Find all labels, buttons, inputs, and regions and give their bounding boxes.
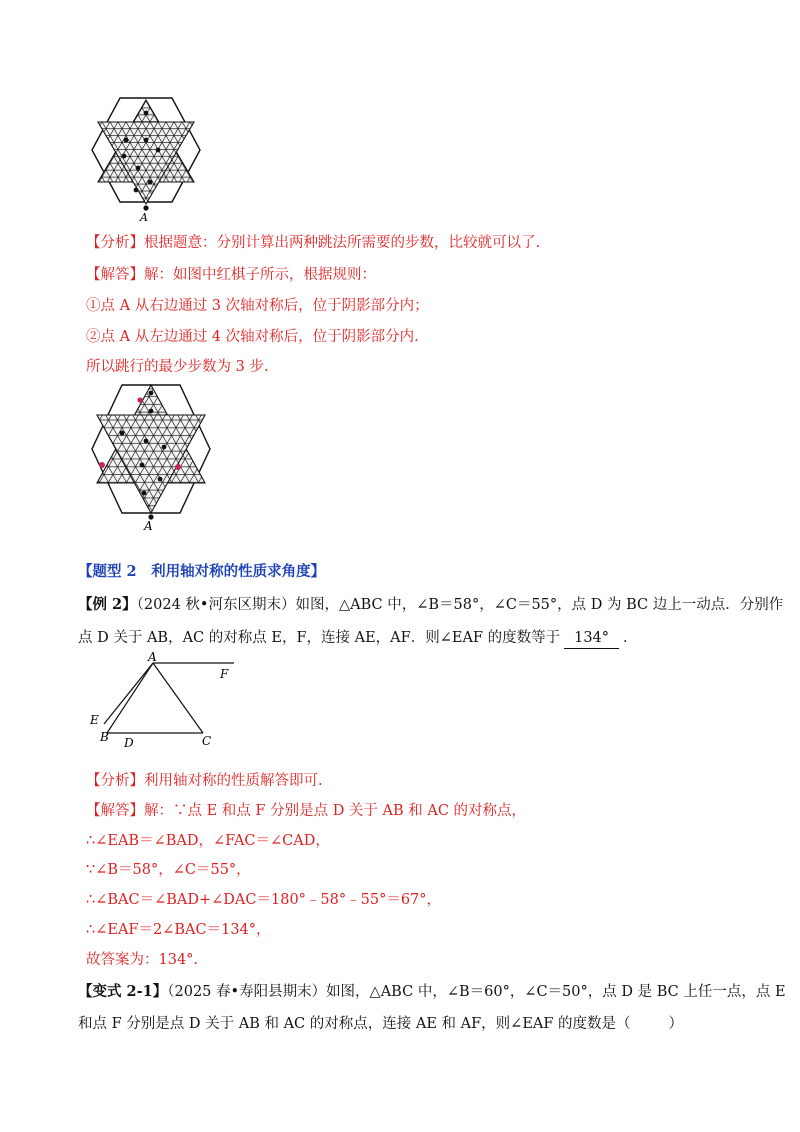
- example-2-text-2-end: ．: [623, 630, 638, 646]
- variant-2-1-tag: 【变式 2-1】: [78, 983, 168, 1000]
- example-2-line-1: [78, 595, 783, 615]
- triangle-label-b: B: [100, 730, 109, 744]
- solution-1-line-1: [86, 265, 376, 285]
- star-figure-1: [86, 94, 206, 226]
- solution-1-line-4: 所以跳行的最少步数为 3 步.: [86, 359, 269, 375]
- analysis-2-line: [86, 771, 323, 791]
- variant-2-1-line-1: [78, 982, 786, 1002]
- solution-2-text-1: 解：∵点 E 和点 F 分别是点 D 关于 AB 和 AC 的对称点，: [144, 803, 527, 819]
- triangle-label-e: E: [90, 713, 99, 727]
- example-2-line-2: [78, 628, 638, 649]
- section-title: 【题型 2 利用轴对称的性质求角度】: [78, 563, 326, 580]
- star1-point-a-label: A: [140, 211, 148, 224]
- analysis-2-text: 利用轴对称的性质解答即可.: [144, 773, 323, 789]
- analysis-1-text: 根据题意：分别计算出两种跳法所需要的步数，比较就可以了.: [144, 235, 541, 251]
- solution-2-line-1: [86, 801, 526, 821]
- analysis-1-tag: 【分析】: [86, 235, 144, 251]
- example-2-text-2: 点 D 关于 AB，AC 的对称点 E，F，连接 AE，AF．则∠EAF 的度数等于: [78, 630, 561, 646]
- variant-2-1-line-2: [78, 1014, 683, 1034]
- example-2-tag: 【例 2】: [78, 596, 137, 613]
- solution-1-line-3: ②点 A 从左边通过 4 次轴对称后，位于阴影部分内.: [86, 329, 419, 345]
- variant-2-1-text-2-end: ）: [668, 1016, 684, 1032]
- triangle-label-c: C: [202, 734, 212, 748]
- triangle-label-f: F: [220, 667, 229, 681]
- triangle-label-a: A: [148, 650, 157, 664]
- star-figure-2: [86, 381, 216, 533]
- solution-2-line-2: ∴∠EAB＝∠BAD，∠FAC＝∠CAD，: [86, 833, 330, 849]
- variant-2-1-text-1: （2025 春•寿阳县期末）如图，△ABC 中，∠B＝60°，∠C＝50°，点 D 是 BC 上任一点，点 E: [167, 984, 786, 1000]
- solution-2-line-3: ∵∠B＝58°，∠C＝55°，: [86, 862, 251, 878]
- example-2-answer: 134°: [564, 628, 619, 649]
- solution-2-tag: 【解答】: [86, 803, 144, 819]
- solution-1-tag: 【解答】: [86, 267, 144, 283]
- solution-2-line-5: ∴∠EAF＝2∠BAC＝134°，: [86, 922, 271, 938]
- analysis-1-line: [86, 233, 540, 253]
- solution-1-line-2: ①点 A 从右边通过 3 次轴对称后，位于阴影部分内；: [86, 298, 429, 314]
- star2-point-a-label: A: [144, 519, 153, 533]
- triangle-label-d: D: [124, 736, 134, 750]
- triangle-figure: [86, 650, 246, 750]
- solution-2-line-4: ∴∠BAC＝∠BAD+∠DAC＝180°﹣58°﹣55°＝67°，: [86, 892, 442, 908]
- solution-1-text-1: 解：如图中红棋子所示，根据规则：: [144, 267, 376, 283]
- analysis-2-tag: 【分析】: [86, 773, 144, 789]
- solution-2-line-6: 故答案为：134°.: [86, 952, 199, 968]
- variant-2-1-text-2: 和点 F 分别是点 D 关于 AB 和 AC 的对称点，连接 AE 和 AF，则∠EAF 的度数是（: [78, 1016, 631, 1032]
- example-2-text-1: （2024 秋•河东区期末）如图，△ABC 中，∠B＝58°，∠C＝55°，点 D 为 BC 边上一动点．分别作: [136, 597, 784, 613]
